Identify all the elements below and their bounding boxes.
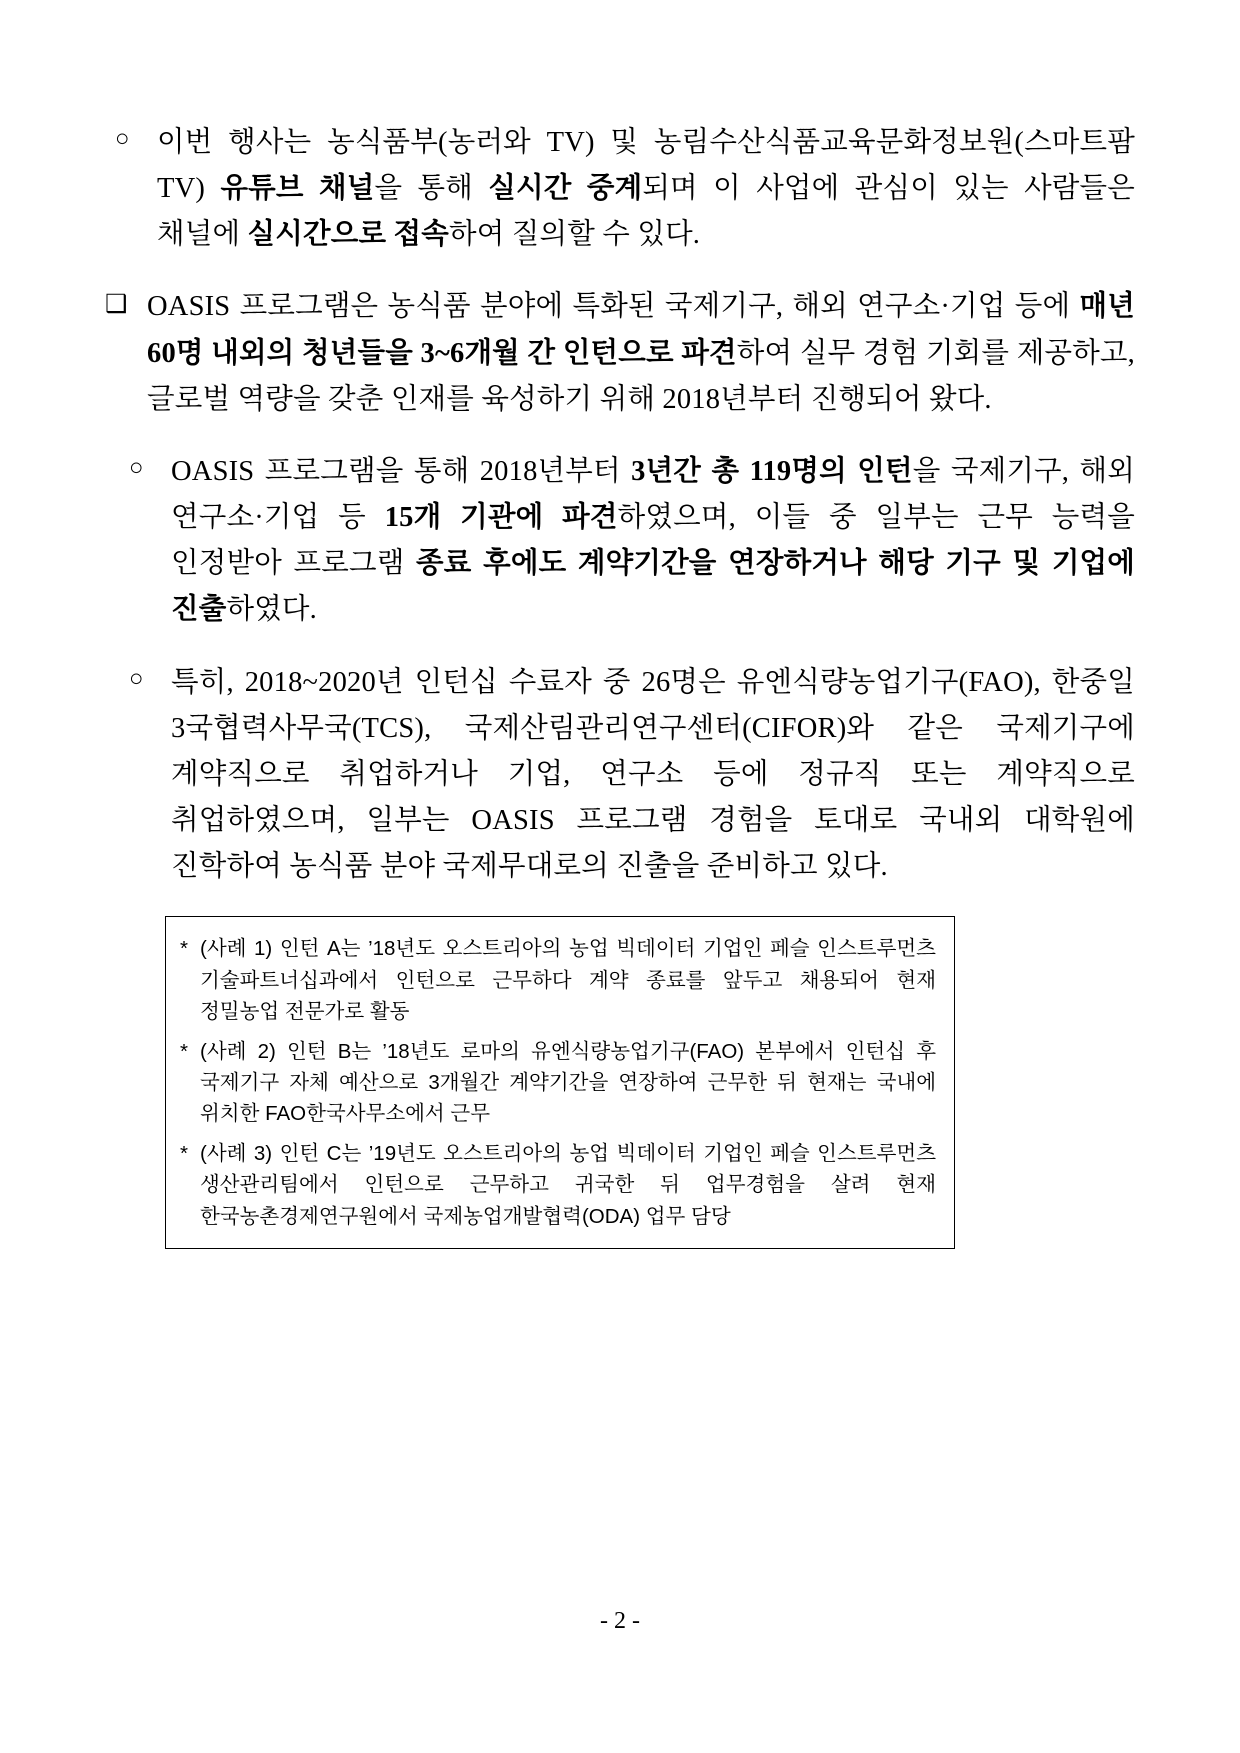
text-run: 하였으며, 이들 중 일부는 근무 능력을 인정받아 프로그램 bbox=[171, 502, 1136, 580]
paragraph-text bbox=[147, 284, 1135, 422]
example-text: (사례 3) 인턴 C는 ’19년도 오스트리아의 농업 빅데이터 기업인 페슬 인스트루먼츠 생산관리팀에서 인턴으로 근무하고 귀국한 뒤 업무경험을 살려 현재 한국농촌경제연구원에서 국제농업개발협력(ODA) 업무 담당 bbox=[200, 1142, 936, 1228]
text-run: OASIS 프로그램은 농식품 분야에 특화된 국제기구, 해외 연구소·기업 등에 bbox=[147, 291, 1080, 323]
bullet-star-icon: * bbox=[180, 1039, 188, 1063]
text-run-bold: 3년간 총 119명의 인턴 bbox=[631, 455, 913, 487]
paragraph-text bbox=[157, 120, 1135, 258]
example-item bbox=[180, 1036, 936, 1129]
text-run-bold: 실시간 중계 bbox=[488, 173, 643, 205]
example-text: (사례 2) 인턴 B는 ’18년도 로마의 유엔식량농업기구(FAO) 본부에서 인턴십 후 국제기구 자체 예산으로 3개월간 계약기간을 연장하여 근무한 뒤 현재는 국내에 위치한 FAO한국사무소에서 근무 bbox=[200, 1039, 936, 1126]
text-run: 이번 행사는 농식품부(농러와 TV) 및 농림수산식품교육문화정보원(스마트팜 TV) bbox=[157, 127, 1135, 205]
paragraph-block bbox=[115, 120, 1135, 258]
example-item bbox=[180, 933, 936, 1026]
text-run: 하여 실무 경험 기회를 제공하고, 글로벌 역량을 갖춘 인재를 육성하기 위해 2018년부터 진행되어 왔다. bbox=[147, 337, 1135, 415]
example-text: (사례 1) 인턴 A는 ’18년도 오스트리아의 농업 빅데이터 기업인 페슬 인스트루먼츠 기술파트너십과에서 인턴으로 근무하다 계약 종료를 앞두고 채용되어 현재 정밀농업 전문가로 활동 bbox=[200, 937, 936, 1023]
list-marker-circle: ○ bbox=[129, 664, 144, 692]
text-run-bold: 종료 후에도 계약기간을 연장하거나 해당 기구 및 기업에 진출 bbox=[171, 548, 1136, 626]
text-run: OASIS 프로그램을 통해 2018년부터 bbox=[171, 455, 632, 487]
text-run-bold: 15개 기관에 파견 bbox=[384, 502, 618, 534]
paragraph-block bbox=[129, 660, 1135, 891]
paragraph-text bbox=[171, 449, 1135, 634]
bullet-star-icon: * bbox=[180, 937, 188, 961]
paragraph-block bbox=[129, 449, 1135, 634]
text-run: 하였다. bbox=[226, 594, 317, 626]
paragraph-block bbox=[105, 284, 1135, 422]
bullet-star-icon: * bbox=[180, 1142, 188, 1166]
text-run: 을 통해 bbox=[374, 173, 489, 205]
list-marker-square: ❑ bbox=[105, 290, 128, 319]
paragraph-text bbox=[171, 660, 1135, 891]
text-run: 을 국제기구, 해외 연구소·기업 등 bbox=[171, 455, 1135, 534]
example-box bbox=[165, 916, 955, 1248]
text-run-bold: 유튜브 채널 bbox=[220, 173, 375, 205]
text-run: 되며 이 사업에 관심이 있는 사람들은 채널에 bbox=[157, 173, 1136, 251]
list-marker-circle: ○ bbox=[115, 125, 130, 152]
page-number: - 2 - bbox=[600, 1608, 640, 1634]
text-run-bold: 매년 60명 내외의 청년들을 3~6개월 간 인턴으로 파견 bbox=[147, 291, 1135, 369]
text-run: 특히, 2018~2020년 인턴십 수료자 중 26명은 유엔식량농업기구(FAO), 한중일 3국협력사무국(TCS), 국제산림관리연구센터(CIFOR)와 같은 국제기구에 계약직으로 취업하거나 기업, 연구소 등에 정규직 또는 계약직으로 취업하였으며, 일부는 OASIS 프로그램 경험을 토대로 국내외 대학원에 진학하여 농식품 분야 국제무대로의 진출을 준비하고 있다. bbox=[171, 666, 1135, 883]
text-run: 하여 질의할 수 있다. bbox=[448, 219, 701, 251]
text-run-bold: 실시간으로 접속 bbox=[247, 219, 449, 251]
example-item bbox=[180, 1138, 936, 1231]
list-marker-circle: ○ bbox=[129, 453, 144, 481]
